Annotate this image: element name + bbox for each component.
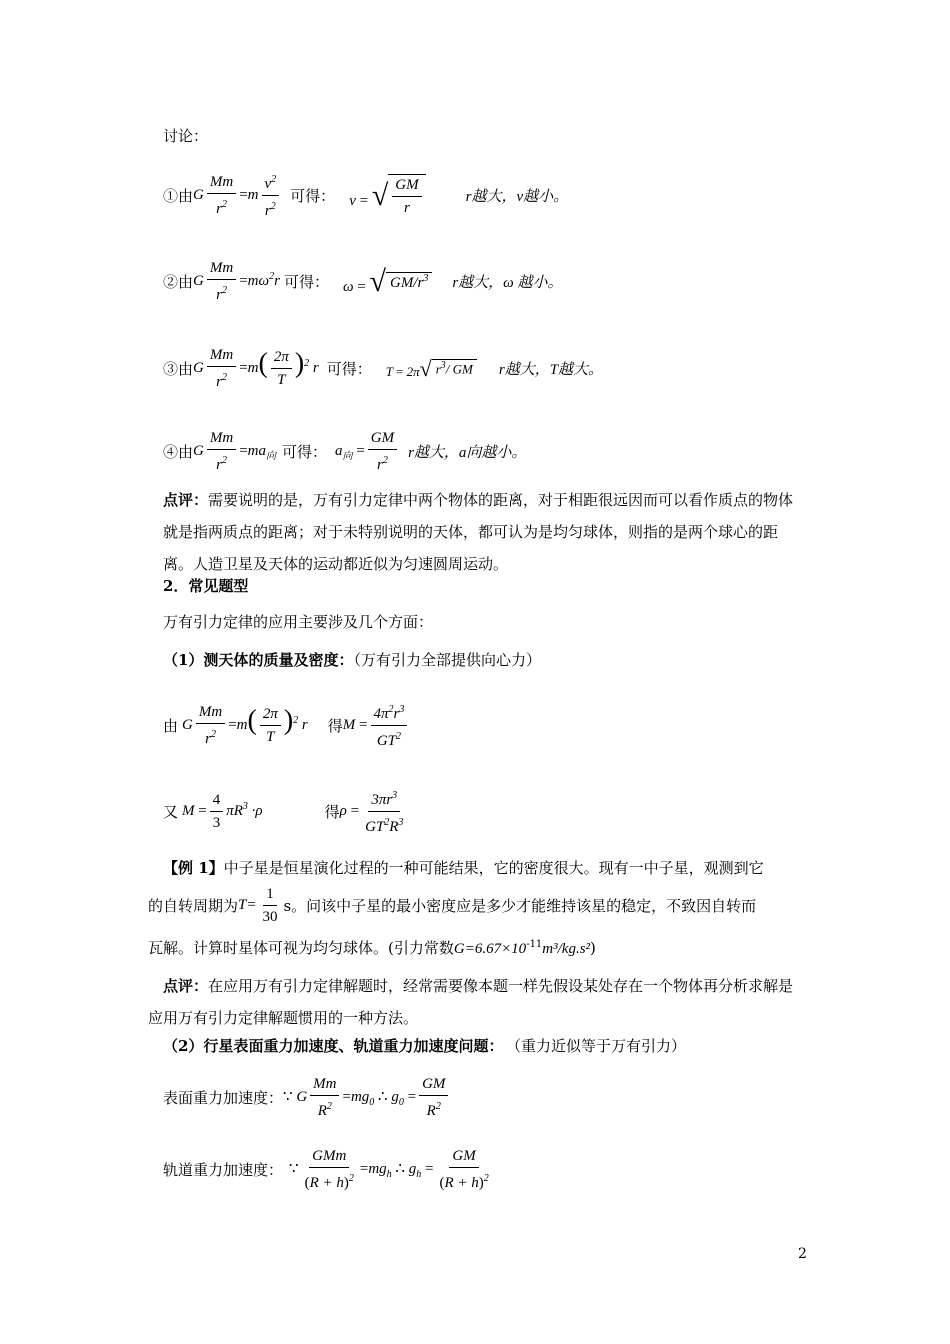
result-label: 可得： [326, 360, 372, 378]
result-label: 可得： [283, 273, 329, 291]
formula-period: T = 2π √ $r^3/$ GM [386, 354, 477, 384]
discussion-heading: 讨论： [163, 127, 209, 145]
formula-surface-gravity: ∵ G $\frac{Mm}{R^2}$ $=mg_0$ ∴ $g_0$ = $\frac{GM}{R^2}$ [283, 1074, 451, 1121]
discussion-item-3 [163, 345, 603, 392]
conclusion-quantity: a向越小。 [458, 445, 527, 461]
formula-acceleration: $a_向$ = $\frac{GM}{r^2}$ [335, 428, 400, 475]
item-marker: ②由 [163, 273, 194, 291]
conclusion-quantity: ω 越小。 [503, 275, 563, 291]
conclusion-r: r越大， [408, 445, 459, 461]
formula-omega: ω = √ $GM/r^3$ [343, 267, 432, 297]
formula-velocity: v = √ $\frac{GM}{r}$ [349, 174, 425, 218]
surface-gravity-row [163, 1074, 451, 1121]
result-label: 可得： [290, 187, 336, 205]
subsection-1-heading: （1）测天体的质量及密度：（万有引力全部提供向心力） [163, 651, 541, 669]
again-label: 又 [163, 803, 179, 821]
discussion-item-1 [163, 170, 568, 221]
comment-paragraph-2 [148, 970, 803, 1034]
period-fraction: $\frac{1}{30}$ [262, 886, 278, 925]
example-label: 【例 1】 [163, 859, 224, 877]
conclusion-quantity: T越大。 [549, 362, 604, 378]
example-1-line-2: 的自转周期为 T= $\frac{1}{30}$ s。问该中子星的最小密度应是多少才能维持该星的稳定，不致因自转而 [148, 886, 757, 925]
density-formula-row [163, 786, 409, 837]
mass-formula-row [163, 700, 410, 751]
formula-gravity-period-mass: G $\frac{Mm}{r^2}$ =m( $\frac{2\pi}{T}$ )$^2$ r [182, 704, 308, 747]
surface-gravity-label: 表面重力加速度： [163, 1089, 284, 1107]
comment-label: 点评： [163, 977, 209, 995]
conclusion-quantity: v越小。 [516, 189, 569, 205]
conclusion-r: r越大， [465, 189, 517, 205]
period-variable: T= [238, 897, 257, 913]
result-label: 可得： [282, 443, 328, 461]
orbit-gravity-label: 轨道重力加速度： [163, 1161, 284, 1179]
conclusion-r: r越大， [452, 275, 504, 291]
formula-mass: M = $\frac{4\pi^2r^3}{GT^2}$ [343, 700, 411, 751]
example-1-line-3: 瓦解。计算时星体可视为均匀球体。(引力常数$G=6.67\times 10^{-11}m^3/kg.s^2$) [148, 939, 596, 957]
get-label: 得 [327, 717, 343, 735]
formula-gravity-angular: G $\frac{Mm}{r^2}$ $=m\omega^2r$ [193, 260, 280, 303]
formula-density: ρ = $\frac{3\pi r^3}{GT^2R^3}$ [340, 786, 410, 837]
comment-text: 在应用万有引力定律解题时，经常需要像本题一样先假设某处存在一个物体再分析求解是应用万有引力定律解题惯用的一种方法。 [148, 977, 794, 1027]
formula-gravity-acceleration: G $\frac{Mm}{r^2}$ $=ma_向$ [193, 430, 276, 473]
page-number: 2 [798, 1246, 807, 1262]
from-label: 由 [163, 717, 179, 735]
item-marker: ①由 [163, 187, 194, 205]
formula-mass-volume: M = $\frac{4}{3}$ $\pi R^3 \cdot\rho$ [182, 792, 263, 831]
gravitational-constant: G=6.67×10 [453, 941, 527, 957]
subsection-2-heading: （2）行星表面重力加速度、轨道重力加速度问题： （重力近似等于万有引力） [163, 1037, 686, 1055]
discussion-item-2 [163, 258, 563, 305]
formula-gravity-velocity: G $\frac{Mm}{r^2}$ =m $\frac{v^2}{r^2}$ [193, 170, 282, 221]
item-marker: ③由 [163, 360, 194, 378]
item-marker: ④由 [163, 443, 194, 461]
formula-gravity-period: G $\frac{Mm}{r^2}$ =m( $\frac{2\pi}{T}$ )$^2$ r [193, 347, 319, 390]
conclusion-r: r越大， [498, 362, 550, 378]
orbit-gravity-row [163, 1146, 495, 1193]
example-1-line-1: 【例 1】中子星是恒星演化过程的一种可能结果，它的密度很大。现有一中子星，观测到它 [163, 859, 764, 877]
section-intro: 万有引力定律的应用主要涉及几个方面： [163, 613, 434, 631]
discussion-item-4 [163, 428, 526, 475]
formula-orbit-gravity: ∵ $\frac{\text{GMm}}{(R + h)^2}$ $=mg_h$ ∴ $g_h$ = $\frac{GM}{(R + h)^2}$ [289, 1148, 489, 1191]
get-label: 得 [324, 803, 340, 821]
comment-paragraph-1 [163, 484, 803, 580]
comment-label: 点评： [163, 491, 209, 509]
comment-text: 需要说明的是，万有引力定律中两个物体的距离，对于相距很远因而可以看作质点的物体就是指两质点的距离；对于未特别说明的天体，都可认为是均匀球体，则指的是两个球心的距离。人造卫星及天体的运动都近似为匀速圆周运动。 [163, 491, 794, 573]
section-heading: 2．常见题型 [163, 577, 249, 595]
